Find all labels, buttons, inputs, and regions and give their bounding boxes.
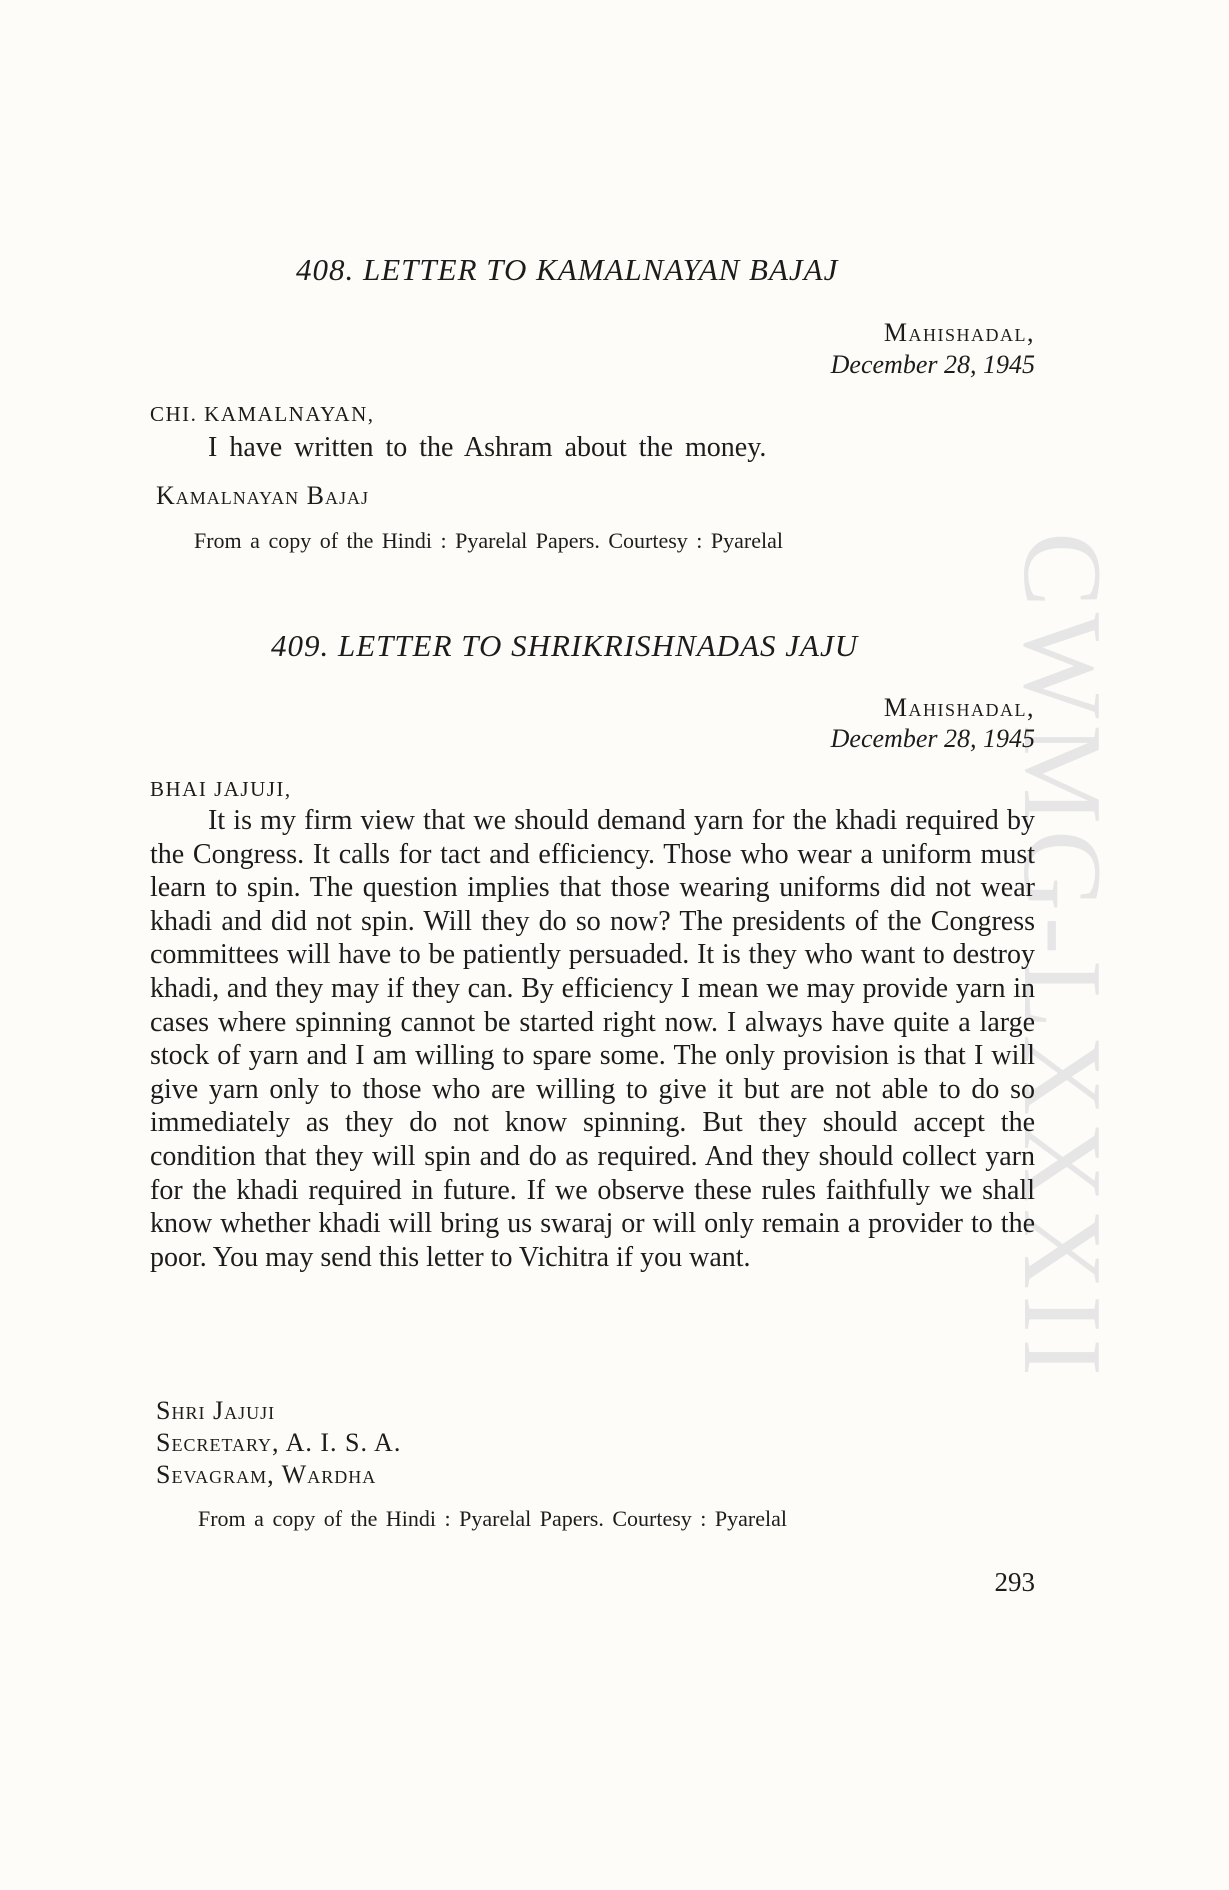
letter-408-body: I have written to the Ashram about the money. <box>208 432 767 463</box>
letter-409-body: It is my firm view that we should demand yarn for the khadi required by the Congress. It calls for tact and efficiency. Those who wear a uniform must learn to spin. The question implies that those wearing uniforms did not wear khadi and did not spin. Will they do so now? The presidents of the Congress committees will have to be patiently persuaded. It is they who want to destroy khadi, and they may if they can. By efficiency I mean we may provide yarn in cases where spinning cannot be started right now. I always have quite a large stock of yarn and I am willing to spare some. The only provision is that I will give yarn only to those who are willing to give it but are not able to do so immediately as they do not know spinning. But they should accept the condition that they will spin and do as required. And they should collect yarn for the khadi required in future. If we observe these rules faithfully we shall know whether khadi will bring us swaraj or will only remain a provider to the poor. You may send this letter to Vichitra if you want. <box>150 805 1035 1273</box>
watermark-text: CWMG-LXXXII <box>1000 532 1124 1382</box>
letter-408-salutation: CHI. KAMALNAYAN, <box>150 402 375 426</box>
letter-408-source: From a copy of the Hindi : Pyarelal Papers. Courtesy : Pyarelal <box>194 528 783 553</box>
letter-409-source: From a copy of the Hindi : Pyarelal Papers. Courtesy : Pyarelal <box>198 1506 787 1531</box>
letter-409-addressee-place: Sevagram, Wardha <box>156 1460 377 1489</box>
letter-409-date: December 28, 1945 <box>830 724 1035 753</box>
letter-408-heading: 408. LETTER TO KAMALNAYAN BAJAJ <box>296 252 839 287</box>
letter-409-addressee-name: Shri Jajuji <box>156 1396 276 1425</box>
letter-408-addressee: Kamalnayan Bajaj <box>156 481 369 510</box>
letter-409-heading: 409. LETTER TO SHRIKRISHNADAS JAJU <box>271 628 859 663</box>
letter-408-place: Mahishadal, <box>883 318 1035 347</box>
letter-409-addressee-title: Secretary, A. I. S. A. <box>156 1428 402 1457</box>
page-number: 293 <box>994 1567 1035 1597</box>
letter-408-date: December 28, 1945 <box>830 350 1035 379</box>
letter-409-salutation: BHAI JAJUJI, <box>150 777 292 801</box>
letter-409-place: Mahishadal, <box>883 693 1035 722</box>
